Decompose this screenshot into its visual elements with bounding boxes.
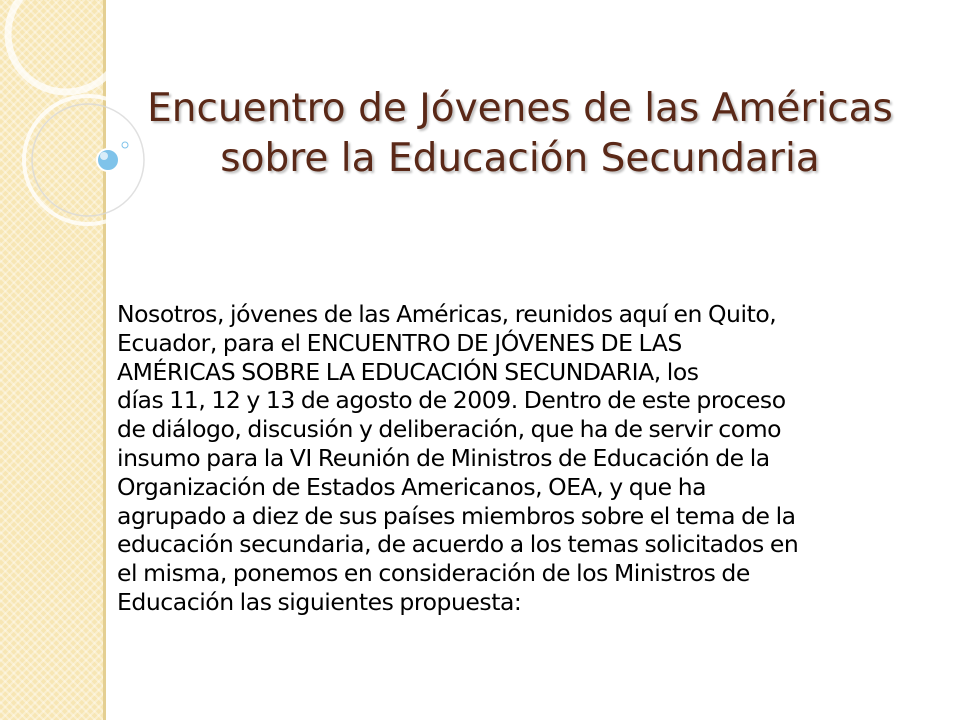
body-line: AMÉRICAS SOBRE LA EDUCACIÓN SECUNDARIA, los	[117, 357, 699, 386]
body-line: Educación las siguientes propuesta:	[117, 587, 522, 616]
bubble-highlight	[100, 152, 108, 160]
body-line: Ecuador, para el ENCUENTRO DE JÓVENES DE LAS	[117, 328, 682, 357]
title-line-1: Encuentro de Jóvenes de las Américas	[147, 86, 893, 131]
body-line: educación secundaria, de acuerdo a los temas solicitados en	[117, 530, 799, 559]
body-line: el misma, ponemos en consideración de los Ministros de	[117, 559, 750, 588]
body-line: insumo para la VI Reunión de Ministros de Educación de la	[117, 443, 770, 472]
slide-title	[112, 84, 928, 184]
slide-body-text	[117, 300, 953, 617]
body-line: Nosotros, jóvenes de las Américas, reunidos aquí en Quito,	[117, 300, 777, 328]
body-line: Organización de Estados Americanos, OEA, y que ha	[117, 472, 707, 501]
large-decor-circle	[8, 0, 124, 92]
body-line: agrupado a diez de sus países miembros sobre el tema de la	[117, 501, 796, 530]
title-line-2: sobre la Educación Secundaria	[220, 136, 820, 181]
body-line: de diálogo, discusión y deliberación, que ha de servir como	[117, 415, 782, 444]
body-line: días 11, 12 y 13 de agosto de 2009. Dentro de este proceso	[117, 386, 786, 415]
